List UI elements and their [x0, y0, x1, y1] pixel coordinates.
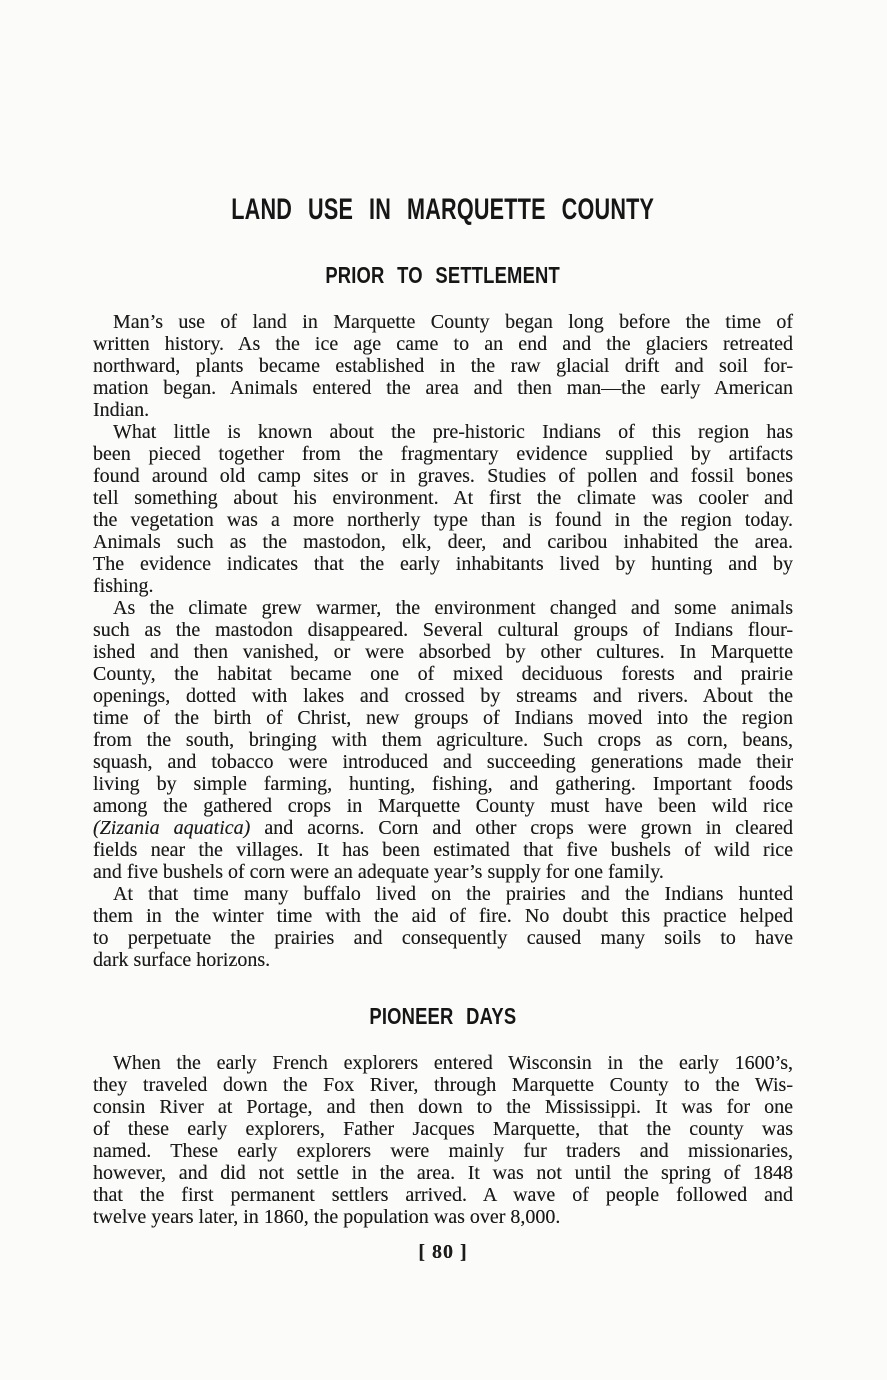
text-line: that the first permanent settlers arrived. A wave of people followed and [93, 1184, 793, 1206]
text-line: to perpetuate the prairies and consequently caused many soils to have [93, 927, 793, 949]
page-number: [ 80 ] [418, 1241, 468, 1263]
paragraph [93, 421, 793, 597]
text-line: squash, and tobacco were introduced and succeeding generations made their [93, 751, 793, 773]
text-line: they traveled down the Fox River, through Marquette County to the Wis- [93, 1074, 793, 1096]
paragraph [93, 1052, 793, 1228]
text-line: twelve years later, in 1860, the population was over 8,000. [93, 1206, 561, 1228]
text-line: living by simple farming, hunting, fishing, and gathering. Important foods [93, 773, 793, 795]
section-heading [93, 1005, 793, 1028]
text-line: among the gathered crops in Marquette County must have been wild rice [93, 795, 793, 817]
text-line: the vegetation was a more northerly type than is found in the region today. [93, 509, 793, 531]
text-line: As the climate grew warmer, the environment changed and some animals [113, 597, 793, 619]
text-line: been pieced together from the fragmentary evidence supplied by artifacts [93, 443, 793, 465]
text-line: mation began. Animals entered the area and then man—the early American [93, 377, 793, 399]
text-line: time of the birth of Christ, new groups of Indians moved into the region [93, 707, 793, 729]
page-content [93, 0, 793, 1263]
text-line: Animals such as the mastodon, elk, deer, and caribou inhabited the area. [93, 531, 793, 553]
text-line: At that time many buffalo lived on the prairies and the Indians hunted [113, 883, 793, 905]
section-heading-text: PIONEER DAYS [369, 1003, 517, 1029]
text-line: dark surface horizons. [93, 949, 271, 971]
text-line: When the early French explorers entered Wisconsin in the early 1600’s, [113, 1052, 793, 1074]
text-line: Man’s use of land in Marquette County began long before the time of [113, 311, 793, 333]
text-line: northward, plants became established in the raw glacial drift and soil for- [93, 355, 793, 377]
text-segment: and acorns. Corn and other crops were grown in cleared [250, 817, 793, 839]
text-line: of these early explorers, Father Jacques Marquette, that the county was [93, 1118, 793, 1140]
section-heading-text: PRIOR TO SETTLEMENT [325, 262, 561, 288]
text-line: What little is known about the pre-historic Indians of this region has [113, 421, 793, 443]
paragraph [93, 883, 793, 971]
text-line: found around old camp sites or in graves. Studies of pollen and fossil bones [93, 465, 793, 487]
text-line: and five bushels of corn were an adequate year’s supply for one family. [93, 861, 664, 883]
text-line: fishing. [93, 575, 154, 597]
text-line: such as the mastodon disappeared. Several cultural groups of Indians flour- [93, 619, 793, 641]
paragraph [93, 597, 793, 883]
paragraph [93, 311, 793, 421]
text-line: however, and did not settle in the area. It was not until the spring of 1848 [93, 1162, 793, 1184]
text-line: from the south, bringing with them agriculture. Such crops as corn, beans, [93, 729, 793, 751]
text-line: The evidence indicates that the early inhabitants lived by hunting and by [93, 553, 793, 575]
text-line [93, 817, 793, 839]
text-line: named. These early explorers were mainly fur traders and missionaries, [93, 1140, 793, 1162]
page-title-text: LAND USE IN MARQUETTE COUNTY [231, 193, 655, 226]
sections-container [93, 264, 793, 1228]
italic-species-name: (Zizania aquatica) [93, 817, 251, 839]
text-line: ished and then vanished, or were absorbed by other cultures. In Marquette [93, 641, 793, 663]
text-line: County, the habitat became one of mixed deciduous forests and prairie [93, 663, 793, 685]
page-title [93, 195, 793, 225]
text-line: Indian. [93, 399, 150, 421]
text-line: openings, dotted with lakes and crossed by streams and rivers. About the [93, 685, 793, 707]
text-line: fields near the villages. It has been estimated that five bushels of wild rice [93, 839, 793, 861]
section-heading [93, 264, 793, 287]
text-line: written history. As the ice age came to an end and the glaciers retreated [93, 333, 793, 355]
text-line: tell something about his environment. At first the climate was cooler and [93, 487, 793, 509]
text-line: consin River at Portage, and then down to the Mississippi. It was for one [93, 1096, 793, 1118]
text-line: them in the winter time with the aid of fire. No doubt this practice helped [93, 905, 793, 927]
